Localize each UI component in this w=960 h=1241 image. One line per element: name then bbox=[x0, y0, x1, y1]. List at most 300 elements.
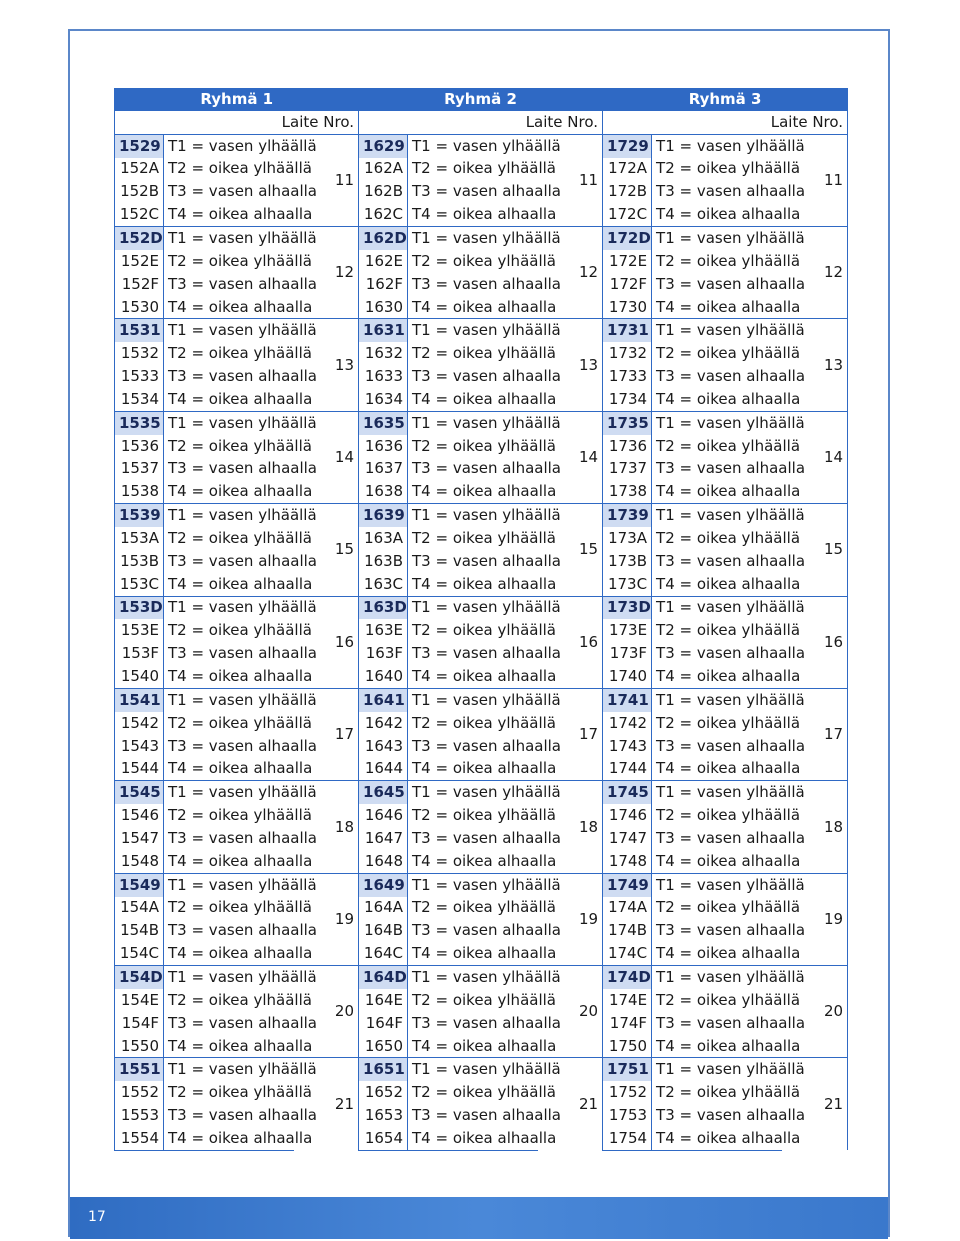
description-cell: T2 = oikea ylhäällä bbox=[168, 898, 312, 917]
code-cell: 1631 bbox=[359, 319, 408, 342]
code-cell: 1653 bbox=[359, 1104, 408, 1127]
table-row bbox=[115, 1058, 848, 1081]
description-cell: T3 = vasen alhaalla bbox=[656, 367, 806, 386]
table-row bbox=[115, 827, 848, 850]
table-row bbox=[115, 134, 848, 157]
description-cell: T3 = vasen alhaalla bbox=[656, 182, 806, 201]
description-cell: T1 = vasen ylhäällä bbox=[164, 134, 294, 157]
code-cell: 1538 bbox=[115, 480, 164, 503]
code-cell: 1639 bbox=[359, 504, 408, 527]
code-cell: 1729 bbox=[603, 134, 652, 157]
description-cell: T4 = oikea alhaalla bbox=[412, 851, 557, 870]
description-cell: T1 = vasen ylhäällä bbox=[408, 873, 538, 896]
description-cell: T2 = oikea ylhäällä bbox=[656, 436, 801, 455]
code-cell: 1633 bbox=[359, 365, 408, 388]
table-row bbox=[115, 550, 848, 573]
device-code-table bbox=[114, 88, 848, 1151]
code-cell: 1540 bbox=[115, 665, 164, 688]
code-cell: 163C bbox=[359, 573, 408, 596]
code-cell: 152D bbox=[115, 227, 164, 250]
code-cell: 1636 bbox=[359, 435, 408, 458]
device-number-cell: 20 bbox=[294, 966, 359, 1058]
code-cell: 1640 bbox=[359, 665, 408, 688]
device-number-cell: 13 bbox=[294, 319, 359, 411]
description-cell: T1 = vasen ylhäällä bbox=[652, 1058, 782, 1081]
table-row bbox=[115, 966, 848, 989]
description-cell: T3 = vasen alhaalla bbox=[656, 736, 806, 755]
device-number-cell: 21 bbox=[782, 1058, 848, 1150]
description-cell: T4 = oikea alhaalla bbox=[656, 389, 801, 408]
code-cell: 1744 bbox=[603, 757, 652, 780]
device-number-cell: 15 bbox=[782, 504, 848, 596]
code-cell: 1746 bbox=[603, 804, 652, 827]
device-number-cell: 17 bbox=[538, 688, 603, 780]
description-cell: T3 = vasen alhaalla bbox=[412, 274, 561, 293]
table-row bbox=[115, 411, 848, 434]
code-cell: 152F bbox=[115, 273, 164, 296]
description-cell: T1 = vasen ylhäällä bbox=[408, 411, 538, 434]
code-cell: 164F bbox=[359, 1012, 408, 1035]
table-row bbox=[115, 688, 848, 711]
code-cell: 174C bbox=[603, 942, 652, 965]
code-cell: 1630 bbox=[359, 296, 408, 319]
description-cell: T2 = oikea ylhäällä bbox=[412, 1083, 556, 1102]
description-cell: T2 = oikea ylhäällä bbox=[656, 898, 801, 917]
description-cell: T1 = vasen ylhäällä bbox=[408, 504, 538, 527]
code-cell: 172A bbox=[603, 158, 652, 181]
description-cell: T2 = oikea ylhäällä bbox=[656, 713, 801, 732]
description-cell: T3 = vasen alhaalla bbox=[168, 182, 317, 201]
code-cell: 152A bbox=[115, 158, 164, 181]
code-cell: 1730 bbox=[603, 296, 652, 319]
code-cell: 172F bbox=[603, 273, 652, 296]
table-row bbox=[115, 319, 848, 342]
table-row bbox=[115, 1035, 848, 1058]
code-cell: 1545 bbox=[115, 781, 164, 804]
description-cell: T3 = vasen alhaalla bbox=[412, 828, 561, 847]
description-cell: T4 = oikea alhaalla bbox=[412, 1036, 557, 1055]
description-cell: T4 = oikea alhaalla bbox=[412, 667, 557, 686]
description-cell: T1 = vasen ylhäällä bbox=[652, 134, 782, 157]
device-number-cell: 11 bbox=[538, 134, 603, 226]
description-cell: T2 = oikea ylhäällä bbox=[656, 528, 801, 547]
description-cell: T1 = vasen ylhäällä bbox=[164, 411, 294, 434]
code-cell: 173D bbox=[603, 596, 652, 619]
code-cell: 1643 bbox=[359, 735, 408, 758]
code-cell: 1632 bbox=[359, 342, 408, 365]
description-cell: T3 = vasen alhaalla bbox=[412, 736, 561, 755]
device-number-cell: 20 bbox=[538, 966, 603, 1058]
device-number-cell: 12 bbox=[294, 227, 359, 319]
description-cell: T3 = vasen alhaalla bbox=[412, 551, 561, 570]
description-cell: T3 = vasen alhaalla bbox=[656, 1013, 806, 1032]
description-cell: T2 = oikea ylhäällä bbox=[168, 713, 312, 732]
code-cell: 152C bbox=[115, 203, 164, 226]
device-number-cell: 18 bbox=[782, 781, 848, 873]
device-label: Laite Nro. bbox=[115, 111, 359, 134]
description-cell: T2 = oikea ylhäällä bbox=[168, 436, 312, 455]
code-cell: 154F bbox=[115, 1012, 164, 1035]
table-row bbox=[115, 365, 848, 388]
code-cell: 164B bbox=[359, 919, 408, 942]
device-number-cell: 11 bbox=[782, 134, 848, 226]
description-cell: T2 = oikea ylhäällä bbox=[412, 898, 556, 917]
description-cell: T3 = vasen alhaalla bbox=[412, 644, 561, 663]
code-cell: 153E bbox=[115, 619, 164, 642]
device-number-cell: 14 bbox=[538, 411, 603, 503]
description-cell: T4 = oikea alhaalla bbox=[168, 851, 313, 870]
description-cell: T2 = oikea ylhäällä bbox=[168, 621, 312, 640]
description-cell: T1 = vasen ylhäällä bbox=[652, 688, 782, 711]
code-cell: 163E bbox=[359, 619, 408, 642]
description-cell: T1 = vasen ylhäällä bbox=[408, 319, 538, 342]
code-cell: 172B bbox=[603, 180, 652, 203]
table-row bbox=[115, 735, 848, 758]
description-cell: T1 = vasen ylhäällä bbox=[164, 1058, 294, 1081]
description-cell: T2 = oikea ylhäällä bbox=[412, 713, 556, 732]
device-number-cell: 20 bbox=[782, 966, 848, 1058]
code-cell: 1654 bbox=[359, 1127, 408, 1150]
description-cell: T1 = vasen ylhäällä bbox=[652, 504, 782, 527]
description-cell: T1 = vasen ylhäällä bbox=[652, 873, 782, 896]
code-cell: 1529 bbox=[115, 134, 164, 157]
device-number-cell: 19 bbox=[782, 873, 848, 965]
table-row bbox=[115, 435, 848, 458]
code-cell: 1647 bbox=[359, 827, 408, 850]
code-cell: 1751 bbox=[603, 1058, 652, 1081]
code-cell: 1752 bbox=[603, 1081, 652, 1104]
description-cell: T3 = vasen alhaalla bbox=[168, 274, 317, 293]
description-cell: T2 = oikea ylhäällä bbox=[656, 990, 801, 1009]
description-cell: T2 = oikea ylhäällä bbox=[656, 621, 801, 640]
description-cell: T3 = vasen alhaalla bbox=[656, 1106, 806, 1125]
device-number-cell: 14 bbox=[782, 411, 848, 503]
description-cell: T4 = oikea alhaalla bbox=[656, 297, 801, 316]
description-cell: T3 = vasen alhaalla bbox=[168, 921, 317, 940]
device-number-cell: 13 bbox=[538, 319, 603, 411]
description-cell: T3 = vasen alhaalla bbox=[412, 459, 561, 478]
description-cell: T2 = oikea ylhäällä bbox=[168, 990, 312, 1009]
device-number-cell: 15 bbox=[538, 504, 603, 596]
code-cell: 163D bbox=[359, 596, 408, 619]
code-cell: 162B bbox=[359, 180, 408, 203]
code-cell: 1550 bbox=[115, 1035, 164, 1058]
code-cell: 1635 bbox=[359, 411, 408, 434]
code-cell: 1536 bbox=[115, 435, 164, 458]
code-cell: 1537 bbox=[115, 458, 164, 481]
code-cell: 1742 bbox=[603, 712, 652, 735]
code-cell: 164C bbox=[359, 942, 408, 965]
device-number-cell: 21 bbox=[538, 1058, 603, 1150]
description-cell: T3 = vasen alhaalla bbox=[168, 644, 317, 663]
description-cell: T4 = oikea alhaalla bbox=[168, 667, 313, 686]
description-cell: T4 = oikea alhaalla bbox=[656, 667, 801, 686]
code-cell: 1749 bbox=[603, 873, 652, 896]
code-cell: 1646 bbox=[359, 804, 408, 827]
table-row bbox=[115, 480, 848, 503]
code-cell: 174F bbox=[603, 1012, 652, 1035]
description-cell: T3 = vasen alhaalla bbox=[168, 828, 317, 847]
code-cell: 162A bbox=[359, 158, 408, 181]
description-cell: T1 = vasen ylhäällä bbox=[652, 596, 782, 619]
code-cell: 173E bbox=[603, 619, 652, 642]
description-cell: T4 = oikea alhaalla bbox=[164, 1127, 294, 1150]
table-row bbox=[115, 919, 848, 942]
description-cell: T1 = vasen ylhäällä bbox=[652, 411, 782, 434]
table-row bbox=[115, 942, 848, 965]
description-cell: T4 = oikea alhaalla bbox=[168, 389, 313, 408]
code-cell: 152B bbox=[115, 180, 164, 203]
code-cell: 1748 bbox=[603, 850, 652, 873]
code-cell: 153C bbox=[115, 573, 164, 596]
description-cell: T3 = vasen alhaalla bbox=[656, 644, 806, 663]
description-cell: T1 = vasen ylhäällä bbox=[164, 596, 294, 619]
description-cell: T2 = oikea ylhäällä bbox=[412, 621, 556, 640]
description-cell: T4 = oikea alhaalla bbox=[408, 1127, 538, 1150]
description-cell: T3 = vasen alhaalla bbox=[412, 921, 561, 940]
description-cell: T2 = oikea ylhäällä bbox=[412, 806, 556, 825]
code-cell: 1634 bbox=[359, 388, 408, 411]
group-header-row bbox=[115, 88, 848, 111]
code-cell: 1535 bbox=[115, 411, 164, 434]
code-cell: 1741 bbox=[603, 688, 652, 711]
table-row bbox=[115, 250, 848, 273]
table-row bbox=[115, 203, 848, 226]
code-cell: 1753 bbox=[603, 1104, 652, 1127]
table-row bbox=[115, 665, 848, 688]
code-cell: 1539 bbox=[115, 504, 164, 527]
code-cell: 154E bbox=[115, 989, 164, 1012]
code-cell: 152E bbox=[115, 250, 164, 273]
code-cell: 1747 bbox=[603, 827, 652, 850]
device-number-cell: 19 bbox=[538, 873, 603, 965]
code-cell: 1738 bbox=[603, 480, 652, 503]
table-row bbox=[115, 573, 848, 596]
code-cell: 1541 bbox=[115, 688, 164, 711]
description-cell: T2 = oikea ylhäällä bbox=[168, 344, 312, 363]
description-cell: T4 = oikea alhaalla bbox=[412, 389, 557, 408]
table-row bbox=[115, 296, 848, 319]
description-cell: T1 = vasen ylhäällä bbox=[652, 227, 782, 250]
description-cell: T1 = vasen ylhäällä bbox=[164, 319, 294, 342]
code-cell: 1644 bbox=[359, 757, 408, 780]
description-cell: T4 = oikea alhaalla bbox=[168, 574, 313, 593]
device-number-cell: 16 bbox=[538, 596, 603, 688]
description-cell: T4 = oikea alhaalla bbox=[652, 1127, 782, 1150]
description-cell: T1 = vasen ylhäällä bbox=[408, 1058, 538, 1081]
description-cell: T2 = oikea ylhäällä bbox=[168, 528, 312, 547]
description-cell: T2 = oikea ylhäällä bbox=[412, 990, 556, 1009]
description-cell: T4 = oikea alhaalla bbox=[656, 851, 801, 870]
code-cell: 1553 bbox=[115, 1104, 164, 1127]
table-row bbox=[115, 504, 848, 527]
table-row bbox=[115, 1127, 848, 1150]
description-cell: T2 = oikea ylhäällä bbox=[168, 159, 312, 178]
description-cell: T2 = oikea ylhäällä bbox=[412, 436, 556, 455]
code-cell: 1551 bbox=[115, 1058, 164, 1081]
description-cell: T3 = vasen alhaalla bbox=[168, 551, 317, 570]
device-number-cell: 13 bbox=[782, 319, 848, 411]
description-cell: T2 = oikea ylhäällä bbox=[412, 251, 556, 270]
description-cell: T1 = vasen ylhäällä bbox=[164, 504, 294, 527]
description-cell: T4 = oikea alhaalla bbox=[168, 759, 313, 778]
code-cell: 1743 bbox=[603, 735, 652, 758]
code-cell: 1745 bbox=[603, 781, 652, 804]
description-cell: T1 = vasen ylhäällä bbox=[652, 781, 782, 804]
description-cell: T4 = oikea alhaalla bbox=[656, 205, 801, 224]
description-cell: T3 = vasen alhaalla bbox=[168, 736, 317, 755]
code-cell: 1731 bbox=[603, 319, 652, 342]
description-cell: T4 = oikea alhaalla bbox=[656, 1036, 801, 1055]
device-number-cell: 16 bbox=[294, 596, 359, 688]
code-cell: 1641 bbox=[359, 688, 408, 711]
description-cell: T4 = oikea alhaalla bbox=[168, 205, 313, 224]
code-cell: 162C bbox=[359, 203, 408, 226]
description-cell: T1 = vasen ylhäällä bbox=[164, 966, 294, 989]
code-cell: 163B bbox=[359, 550, 408, 573]
code-cell: 1645 bbox=[359, 781, 408, 804]
description-cell: T4 = oikea alhaalla bbox=[412, 205, 557, 224]
description-cell: T1 = vasen ylhäällä bbox=[408, 227, 538, 250]
description-cell: T2 = oikea ylhäällä bbox=[656, 344, 801, 363]
table-row bbox=[115, 527, 848, 550]
code-cell: 1649 bbox=[359, 873, 408, 896]
table-row bbox=[115, 757, 848, 780]
description-cell: T1 = vasen ylhäällä bbox=[164, 227, 294, 250]
description-cell: T3 = vasen alhaalla bbox=[656, 828, 806, 847]
code-cell: 1530 bbox=[115, 296, 164, 319]
description-cell: T3 = vasen alhaalla bbox=[168, 367, 317, 386]
description-cell: T1 = vasen ylhäällä bbox=[652, 319, 782, 342]
table-row bbox=[115, 989, 848, 1012]
code-cell: 162F bbox=[359, 273, 408, 296]
code-cell: 154C bbox=[115, 942, 164, 965]
description-cell: T3 = vasen alhaalla bbox=[656, 921, 806, 940]
code-cell: 1531 bbox=[115, 319, 164, 342]
description-cell: T1 = vasen ylhäällä bbox=[408, 966, 538, 989]
code-cell: 174E bbox=[603, 989, 652, 1012]
description-cell: T3 = vasen alhaalla bbox=[412, 367, 561, 386]
description-cell: T4 = oikea alhaalla bbox=[168, 944, 313, 963]
description-cell: T2 = oikea ylhäällä bbox=[412, 159, 556, 178]
description-cell: T4 = oikea alhaalla bbox=[168, 482, 313, 501]
page-number: 17 bbox=[88, 1209, 106, 1225]
table-row bbox=[115, 850, 848, 873]
code-cell: 173F bbox=[603, 642, 652, 665]
description-cell: T4 = oikea alhaalla bbox=[656, 482, 801, 501]
code-cell: 1737 bbox=[603, 458, 652, 481]
device-label-row bbox=[115, 111, 848, 134]
description-cell: T2 = oikea ylhäällä bbox=[656, 159, 801, 178]
code-cell: 164E bbox=[359, 989, 408, 1012]
code-cell: 153D bbox=[115, 596, 164, 619]
code-cell: 164D bbox=[359, 966, 408, 989]
code-cell: 1734 bbox=[603, 388, 652, 411]
code-cell: 1543 bbox=[115, 735, 164, 758]
table-row bbox=[115, 1104, 848, 1127]
table-row bbox=[115, 227, 848, 250]
code-cell: 1648 bbox=[359, 850, 408, 873]
code-cell: 1732 bbox=[603, 342, 652, 365]
code-cell: 1750 bbox=[603, 1035, 652, 1058]
description-cell: T2 = oikea ylhäällä bbox=[168, 251, 312, 270]
code-cell: 1754 bbox=[603, 1127, 652, 1150]
code-cell: 1638 bbox=[359, 480, 408, 503]
table-row bbox=[115, 458, 848, 481]
description-cell: T3 = vasen alhaalla bbox=[168, 459, 317, 478]
description-cell: T2 = oikea ylhäällä bbox=[412, 528, 556, 547]
code-cell: 1532 bbox=[115, 342, 164, 365]
code-cell: 1740 bbox=[603, 665, 652, 688]
code-cell: 172E bbox=[603, 250, 652, 273]
description-cell: T3 = vasen alhaalla bbox=[412, 1106, 561, 1125]
description-cell: T3 = vasen alhaalla bbox=[656, 274, 806, 293]
device-number-cell: 18 bbox=[538, 781, 603, 873]
description-cell: T3 = vasen alhaalla bbox=[168, 1013, 317, 1032]
description-cell: T1 = vasen ylhäällä bbox=[408, 688, 538, 711]
description-cell: T4 = oikea alhaalla bbox=[412, 574, 557, 593]
code-cell: 162E bbox=[359, 250, 408, 273]
device-number-cell: 16 bbox=[782, 596, 848, 688]
code-cell: 174A bbox=[603, 897, 652, 920]
device-number-cell: 18 bbox=[294, 781, 359, 873]
code-cell: 1739 bbox=[603, 504, 652, 527]
description-cell: T1 = vasen ylhäällä bbox=[408, 596, 538, 619]
code-cell: 1652 bbox=[359, 1081, 408, 1104]
code-cell: 1546 bbox=[115, 804, 164, 827]
code-cell: 1548 bbox=[115, 850, 164, 873]
table-row bbox=[115, 712, 848, 735]
footer-bar bbox=[70, 1197, 888, 1239]
code-cell: 1542 bbox=[115, 712, 164, 735]
table-row bbox=[115, 804, 848, 827]
code-cell: 1629 bbox=[359, 134, 408, 157]
description-cell: T1 = vasen ylhäällä bbox=[164, 688, 294, 711]
description-cell: T3 = vasen alhaalla bbox=[656, 551, 806, 570]
code-cell: 172D bbox=[603, 227, 652, 250]
code-cell: 154D bbox=[115, 966, 164, 989]
code-cell: 174B bbox=[603, 919, 652, 942]
description-cell: T1 = vasen ylhäällä bbox=[408, 781, 538, 804]
description-cell: T4 = oikea alhaalla bbox=[412, 759, 557, 778]
code-cell: 1650 bbox=[359, 1035, 408, 1058]
group-header-3: Ryhmä 3 bbox=[603, 88, 848, 111]
code-cell: 153F bbox=[115, 642, 164, 665]
description-cell: T4 = oikea alhaalla bbox=[412, 944, 557, 963]
description-cell: T4 = oikea alhaalla bbox=[656, 944, 801, 963]
code-cell: 164A bbox=[359, 897, 408, 920]
code-cell: 1651 bbox=[359, 1058, 408, 1081]
device-number-cell: 12 bbox=[782, 227, 848, 319]
code-cell: 1735 bbox=[603, 411, 652, 434]
table-row bbox=[115, 273, 848, 296]
description-cell: T2 = oikea ylhäällä bbox=[656, 251, 801, 270]
group-header-1: Ryhmä 1 bbox=[115, 88, 359, 111]
code-cell: 163F bbox=[359, 642, 408, 665]
code-cell: 1547 bbox=[115, 827, 164, 850]
code-cell: 1642 bbox=[359, 712, 408, 735]
device-label: Laite Nro. bbox=[603, 111, 848, 134]
description-cell: T3 = vasen alhaalla bbox=[412, 1013, 561, 1032]
code-cell: 1552 bbox=[115, 1081, 164, 1104]
table-row bbox=[115, 897, 848, 920]
code-cell: 1533 bbox=[115, 365, 164, 388]
description-cell: T1 = vasen ylhäällä bbox=[408, 134, 538, 157]
table-row bbox=[115, 642, 848, 665]
description-cell: T3 = vasen alhaalla bbox=[412, 182, 561, 201]
code-cell: 154B bbox=[115, 919, 164, 942]
description-cell: T4 = oikea alhaalla bbox=[656, 574, 801, 593]
